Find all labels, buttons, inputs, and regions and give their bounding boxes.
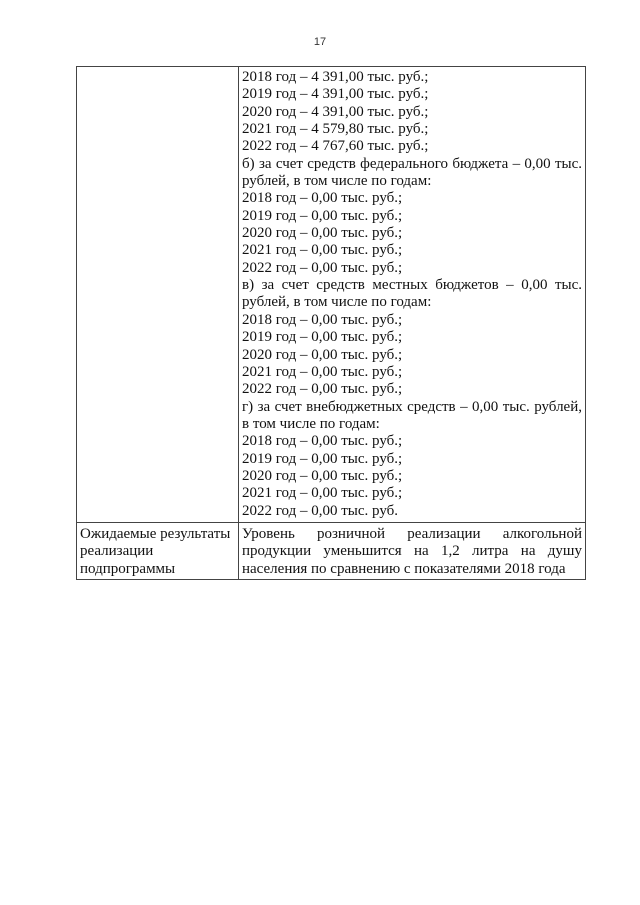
expected-results-label-line: реализации <box>80 543 154 560</box>
funding-line: в том числе по годам: <box>242 415 380 432</box>
funding-line: 2020 год – 0,00 тыс. руб.; <box>242 346 403 363</box>
funding-label-cell <box>77 67 239 523</box>
expected-results-label-cell <box>77 522 239 579</box>
funding-line: 2022 год – 0,00 тыс. руб. <box>242 502 399 519</box>
funding-line: г) за счет внебюджетных средств – 0,00 тыс. рублей, <box>242 398 582 415</box>
funding-line: 2018 год – 0,00 тыс. руб.; <box>242 190 403 207</box>
funding-line: 2020 год – 4 391,00 тыс. руб.; <box>242 103 429 120</box>
funding-line: 2020 год – 0,00 тыс. руб.; <box>242 467 403 484</box>
expected-results-value-cell <box>239 522 586 579</box>
funding-line: 2021 год – 0,00 тыс. руб.; <box>242 363 403 380</box>
funding-line: б) за счет средств федерального бюджета – 0,00 тыс. <box>242 155 582 172</box>
funding-line: 2022 год – 0,00 тыс. руб.; <box>242 259 403 276</box>
funding-value-cell <box>239 67 586 523</box>
funding-line: 2019 год – 0,00 тыс. руб.; <box>242 329 403 346</box>
table-row-funding <box>77 67 586 523</box>
expected-results-label-line: Ожидаемые результаты <box>80 525 231 542</box>
expected-results-text-line: населения по сравнению с показателями 2018 года <box>242 560 566 577</box>
expected-results-label-line: подпрограммы <box>80 560 176 577</box>
funding-line: 2019 год – 4 391,00 тыс. руб.; <box>242 86 429 103</box>
expected-results-text-line: Уровень розничной реализации алкогольной <box>242 525 582 542</box>
funding-line: рублей, в том числе по годам: <box>242 173 432 190</box>
funding-line: 2019 год – 0,00 тыс. руб.; <box>242 450 403 467</box>
funding-line: 2021 год – 4 579,80 тыс. руб.; <box>242 121 429 138</box>
funding-line: 2018 год – 4 391,00 тыс. руб.; <box>242 69 429 85</box>
funding-line: 2020 год – 0,00 тыс. руб.; <box>242 225 403 242</box>
funding-line: в) за счет средств местных бюджетов – 0,00 тыс. <box>242 277 582 294</box>
subprogram-passport-table <box>76 66 586 580</box>
funding-line: 2021 год – 0,00 тыс. руб.; <box>242 242 403 259</box>
table-row-expected-results <box>77 522 586 579</box>
funding-line: 2022 год – 4 767,60 тыс. руб.; <box>242 138 429 155</box>
funding-line: 2021 год – 0,00 тыс. руб.; <box>242 485 403 502</box>
page-number: 17 <box>313 36 327 48</box>
funding-line: 2019 год – 0,00 тыс. руб.; <box>242 207 403 224</box>
expected-results-text-line: продукции уменьшится на 1,2 литра на душу <box>242 543 582 560</box>
funding-line: 2018 год – 0,00 тыс. руб.; <box>242 311 403 328</box>
funding-line: 2018 год – 0,00 тыс. руб.; <box>242 433 403 450</box>
funding-line: 2022 год – 0,00 тыс. руб.; <box>242 381 403 398</box>
funding-line: рублей, в том числе по годам: <box>242 294 432 311</box>
